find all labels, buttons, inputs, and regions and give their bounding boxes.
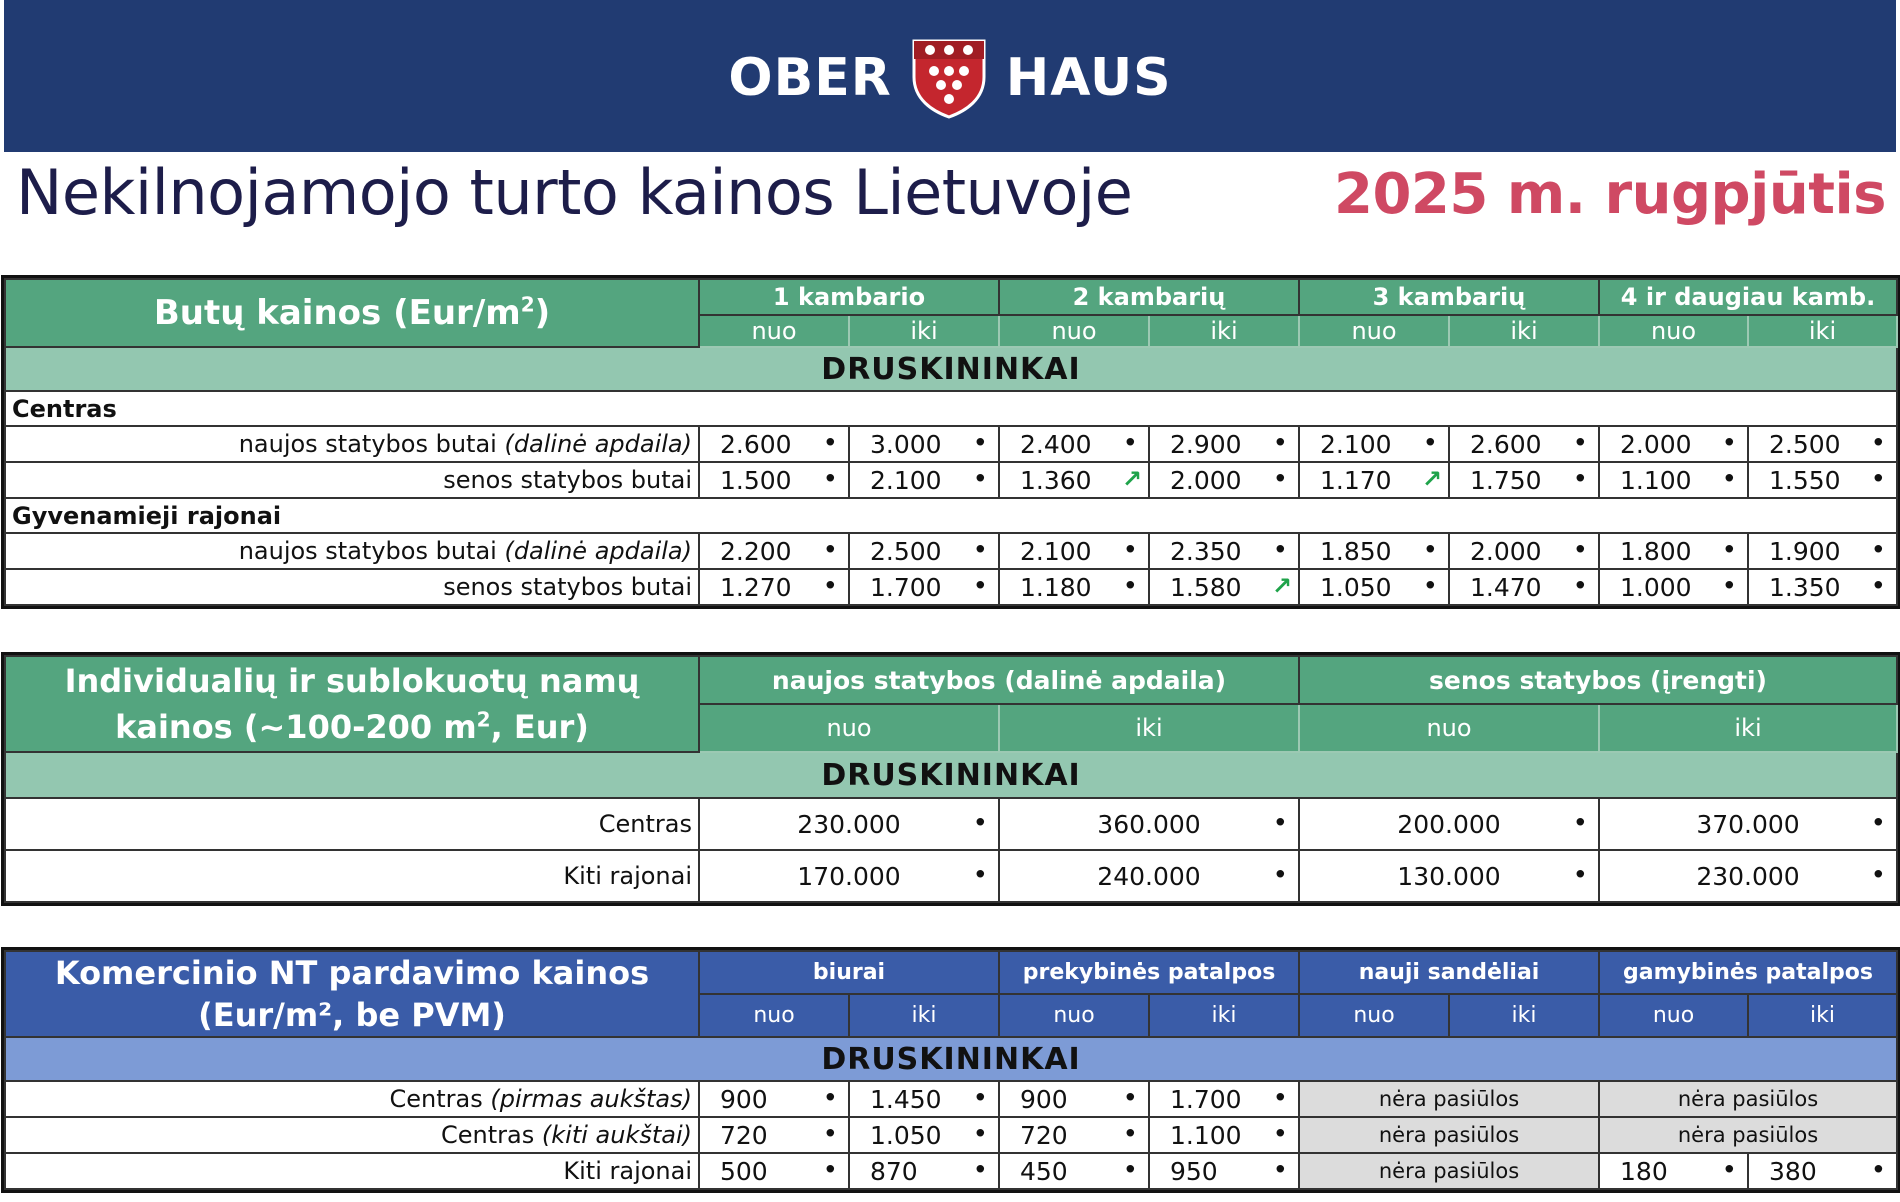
stable-dot-icon: • xyxy=(822,464,838,495)
stable-dot-icon: • xyxy=(1422,428,1438,459)
sub-header-from: nuo xyxy=(699,704,999,752)
no-offer-cell: nėra pasiūlos xyxy=(1299,1081,1599,1117)
price-cell: 3.000 • xyxy=(849,426,999,462)
price-cell: 1.050 • xyxy=(1299,569,1449,605)
stable-dot-icon: • xyxy=(1721,464,1737,495)
stable-dot-icon: • xyxy=(1870,1155,1887,1186)
price-cell: 2.100 • xyxy=(999,533,1149,569)
stable-dot-icon: • xyxy=(972,535,988,566)
group-label: Centras xyxy=(5,391,1897,426)
no-offer-cell: nėra pasiūlos xyxy=(1599,1081,1897,1117)
price-cell: 180 • xyxy=(1599,1153,1748,1189)
price-cell: 1.100 • xyxy=(1599,462,1748,498)
col-header-offices: biurai xyxy=(699,951,999,994)
table-row xyxy=(5,533,1897,569)
house-prices-table xyxy=(4,655,1898,903)
sub-header-to: iki xyxy=(849,994,999,1037)
stable-dot-icon: • xyxy=(1122,1119,1138,1150)
stable-dot-icon: • xyxy=(1122,571,1138,602)
price-cell: 2.500 • xyxy=(1748,426,1897,462)
price-cell: 720 • xyxy=(699,1117,849,1153)
price-cell: 1.700 • xyxy=(1149,1081,1299,1117)
row-label: Centras xyxy=(5,798,699,850)
table-row xyxy=(5,462,1897,498)
row-label: Centras (kiti aukštai) xyxy=(5,1117,699,1153)
col-header-2-rooms: 2 kambarių xyxy=(999,279,1299,315)
price-cell: 1.500 • xyxy=(699,462,849,498)
row-label: naujos statybos butai (dalinė apdaila) xyxy=(5,533,699,569)
price-cell: 2.600 • xyxy=(1449,426,1599,462)
sub-header-from: nuo xyxy=(1299,315,1449,347)
price-cell: 900 • xyxy=(999,1081,1149,1117)
brand-word-left: OBER xyxy=(728,48,892,108)
price-cell: 1.470 • xyxy=(1449,569,1599,605)
price-cell: 2.600 • xyxy=(699,426,849,462)
price-cell: 950 • xyxy=(1149,1153,1299,1189)
stable-dot-icon: • xyxy=(1272,535,1288,566)
sub-header-from: nuo xyxy=(999,315,1149,347)
sub-header-from: nuo xyxy=(699,315,849,347)
col-header-4-rooms: 4 ir daugiau kamb. xyxy=(1599,279,1897,315)
sub-header-from: nuo xyxy=(1299,994,1449,1037)
price-cell: 130.000 • xyxy=(1299,850,1599,902)
table-row xyxy=(5,1153,1897,1189)
price-cell: 450 • xyxy=(999,1153,1149,1189)
trend-up-arrow-icon: ↗ xyxy=(1421,464,1442,493)
commercial-title: Komercinio NT pardavimo kainos (Eur/m², be PVM) xyxy=(5,951,699,1037)
sub-header-from: nuo xyxy=(1299,704,1599,752)
price-cell: 2.500 • xyxy=(849,533,999,569)
row-label: Centras (pirmas aukštas) xyxy=(5,1081,699,1117)
stable-dot-icon: • xyxy=(1572,808,1588,839)
price-cell: 1.000 • xyxy=(1599,569,1748,605)
stable-dot-icon: • xyxy=(822,535,838,566)
col-header-new-houses: naujos statybos (dalinė apdaila) xyxy=(699,656,1299,704)
stable-dot-icon: • xyxy=(1122,1083,1138,1114)
stable-dot-icon: • xyxy=(972,1119,988,1150)
sub-header-from: nuo xyxy=(1599,315,1748,347)
stable-dot-icon: • xyxy=(822,1119,838,1150)
no-offer-cell: nėra pasiūlos xyxy=(1299,1117,1599,1153)
houses-title: Individualių ir sublokuotų namų kainos (~100-200 $m^2$, Eur) xyxy=(5,656,699,752)
apartment-prices-table xyxy=(4,278,1898,606)
stable-dot-icon: • xyxy=(1272,428,1288,459)
col-header-warehouses: nauji sandėliai xyxy=(1299,951,1599,994)
sub-header-to: iki xyxy=(1599,704,1897,752)
price-cell: 200.000 • xyxy=(1299,798,1599,850)
stable-dot-icon: • xyxy=(1870,428,1886,459)
apartments-title: Butų kainos $(Eur/m^2)$ xyxy=(5,279,699,347)
sub-header-to: iki xyxy=(1149,994,1299,1037)
table-row xyxy=(5,1117,1897,1153)
stable-dot-icon: • xyxy=(1870,860,1887,891)
stable-dot-icon: • xyxy=(1272,808,1288,839)
price-cell: 370.000 • xyxy=(1599,798,1897,850)
trend-up-arrow-icon: ↗ xyxy=(1121,464,1142,493)
price-cell: 2.200 • xyxy=(699,533,849,569)
stable-dot-icon: • xyxy=(1272,1083,1289,1114)
ober-haus-shield-icon xyxy=(910,37,988,119)
price-cell: 2.100 • xyxy=(1299,426,1449,462)
brand-banner xyxy=(4,0,1896,152)
stable-dot-icon: • xyxy=(1572,464,1588,495)
stable-dot-icon: • xyxy=(1870,464,1886,495)
trend-up-arrow-icon: ↗ xyxy=(1271,571,1292,600)
table-row xyxy=(5,569,1897,605)
col-header-old-houses: senos statybos (įrengti) xyxy=(1299,656,1897,704)
price-cell: 1.900 • xyxy=(1748,533,1897,569)
sub-header-to: iki xyxy=(1149,315,1299,347)
title-row xyxy=(0,152,1900,262)
sub-header-to: iki xyxy=(1449,994,1599,1037)
stable-dot-icon: • xyxy=(1870,535,1886,566)
price-cell: 1.550 • xyxy=(1748,462,1897,498)
sub-header-from: nuo xyxy=(699,994,849,1037)
price-cell: 1.350 • xyxy=(1748,569,1897,605)
page-title: Nekilnojamojo turto kainos Lietuvoje xyxy=(16,156,1133,229)
sub-header-to: iki xyxy=(1748,315,1897,347)
price-cell: 1.050 • xyxy=(849,1117,999,1153)
price-cell: 720 • xyxy=(999,1117,1149,1153)
row-label: senos statybos butai xyxy=(5,462,699,498)
table-row xyxy=(5,426,1897,462)
no-offer-cell: nėra pasiūlos xyxy=(1599,1117,1897,1153)
stable-dot-icon: • xyxy=(972,428,988,459)
stable-dot-icon: • xyxy=(1721,1155,1738,1186)
price-cell: 500 • xyxy=(699,1153,849,1189)
price-cell: 240.000 • xyxy=(999,850,1299,902)
sub-header-to: iki xyxy=(999,704,1299,752)
stable-dot-icon: • xyxy=(1870,808,1887,839)
stable-dot-icon: • xyxy=(1272,464,1288,495)
stable-dot-icon: • xyxy=(1122,428,1138,459)
price-cell: 1.800 • xyxy=(1599,533,1748,569)
no-offer-cell: nėra pasiūlos xyxy=(1299,1153,1599,1189)
commercial-prices-table xyxy=(4,950,1898,1190)
stable-dot-icon: • xyxy=(1122,535,1138,566)
sub-header-from: nuo xyxy=(1599,994,1748,1037)
stable-dot-icon: • xyxy=(972,1155,988,1186)
sub-header-to: iki xyxy=(849,315,999,347)
stable-dot-icon: • xyxy=(972,464,988,495)
price-cell: 2.900 • xyxy=(1149,426,1299,462)
row-label: Kiti rajonai xyxy=(5,850,699,902)
stable-dot-icon: • xyxy=(822,1083,838,1114)
price-cell: 360.000 • xyxy=(999,798,1299,850)
stable-dot-icon: • xyxy=(972,808,988,839)
price-cell: 2.000 • xyxy=(1599,426,1748,462)
sub-header-to: iki xyxy=(1748,994,1897,1037)
stable-dot-icon: • xyxy=(1721,535,1737,566)
stable-dot-icon: • xyxy=(1870,571,1886,602)
price-cell: 1.170 ↗ xyxy=(1299,462,1449,498)
price-cell: 1.850 • xyxy=(1299,533,1449,569)
price-cell: 1.360 ↗ xyxy=(999,462,1149,498)
stable-dot-icon: • xyxy=(1272,1155,1289,1186)
row-label: Kiti rajonai xyxy=(5,1153,699,1189)
price-cell: 230.000 • xyxy=(1599,850,1897,902)
price-cell: 2.000 • xyxy=(1449,533,1599,569)
city-row: DRUSKININKAI xyxy=(5,752,1897,798)
price-cell: 1.750 • xyxy=(1449,462,1599,498)
price-cell: 2.000 • xyxy=(1149,462,1299,498)
report-date: 2025 m. rugpjūtis xyxy=(1334,162,1886,227)
price-cell: 1.700 • xyxy=(849,569,999,605)
price-cell: 170.000 • xyxy=(699,850,999,902)
stable-dot-icon: • xyxy=(972,1083,988,1114)
price-cell: 1.100 • xyxy=(1149,1117,1299,1153)
price-cell: 1.580 ↗ xyxy=(1149,569,1299,605)
price-cell: 870 • xyxy=(849,1153,999,1189)
city-row: DRUSKININKAI xyxy=(5,1037,1897,1081)
stable-dot-icon: • xyxy=(1572,571,1588,602)
city-row: DRUSKININKAI xyxy=(5,347,1897,391)
brand-word-right: HAUS xyxy=(1005,48,1172,108)
stable-dot-icon: • xyxy=(972,860,988,891)
col-header-retail: prekybinės patalpos xyxy=(999,951,1299,994)
stable-dot-icon: • xyxy=(822,571,838,602)
col-header-1-room: 1 kambario xyxy=(699,279,999,315)
stable-dot-icon: • xyxy=(1272,1119,1289,1150)
sub-header-to: iki xyxy=(1449,315,1599,347)
col-header-3-rooms: 3 kambarių xyxy=(1299,279,1599,315)
stable-dot-icon: • xyxy=(1422,571,1438,602)
stable-dot-icon: • xyxy=(822,1155,838,1186)
brand-logo xyxy=(728,37,1171,119)
stable-dot-icon: • xyxy=(1721,571,1737,602)
table-row xyxy=(5,798,1897,850)
row-label: senos statybos butai xyxy=(5,569,699,605)
price-cell: 1.180 • xyxy=(999,569,1149,605)
price-cell: 2.400 • xyxy=(999,426,1149,462)
stable-dot-icon: • xyxy=(1721,428,1737,459)
price-cell: 2.350 • xyxy=(1149,533,1299,569)
group-label: Gyvenamieji rajonai xyxy=(5,498,1897,533)
price-cell: 900 • xyxy=(699,1081,849,1117)
price-cell: 1.450 • xyxy=(849,1081,999,1117)
stable-dot-icon: • xyxy=(1422,535,1438,566)
price-cell: 2.100 • xyxy=(849,462,999,498)
stable-dot-icon: • xyxy=(1122,1155,1138,1186)
sub-header-from: nuo xyxy=(999,994,1149,1037)
stable-dot-icon: • xyxy=(822,428,838,459)
col-header-industrial: gamybinės patalpos xyxy=(1599,951,1897,994)
stable-dot-icon: • xyxy=(1572,428,1588,459)
table-row xyxy=(5,1081,1897,1117)
price-cell: 380 • xyxy=(1748,1153,1897,1189)
stable-dot-icon: • xyxy=(1272,860,1288,891)
price-cell: 230.000 • xyxy=(699,798,999,850)
price-cell: 1.270 • xyxy=(699,569,849,605)
stable-dot-icon: • xyxy=(972,571,988,602)
row-label: naujos statybos butai (dalinė apdaila) xyxy=(5,426,699,462)
stable-dot-icon: • xyxy=(1572,535,1588,566)
table-row xyxy=(5,850,1897,902)
stable-dot-icon: • xyxy=(1572,860,1588,891)
